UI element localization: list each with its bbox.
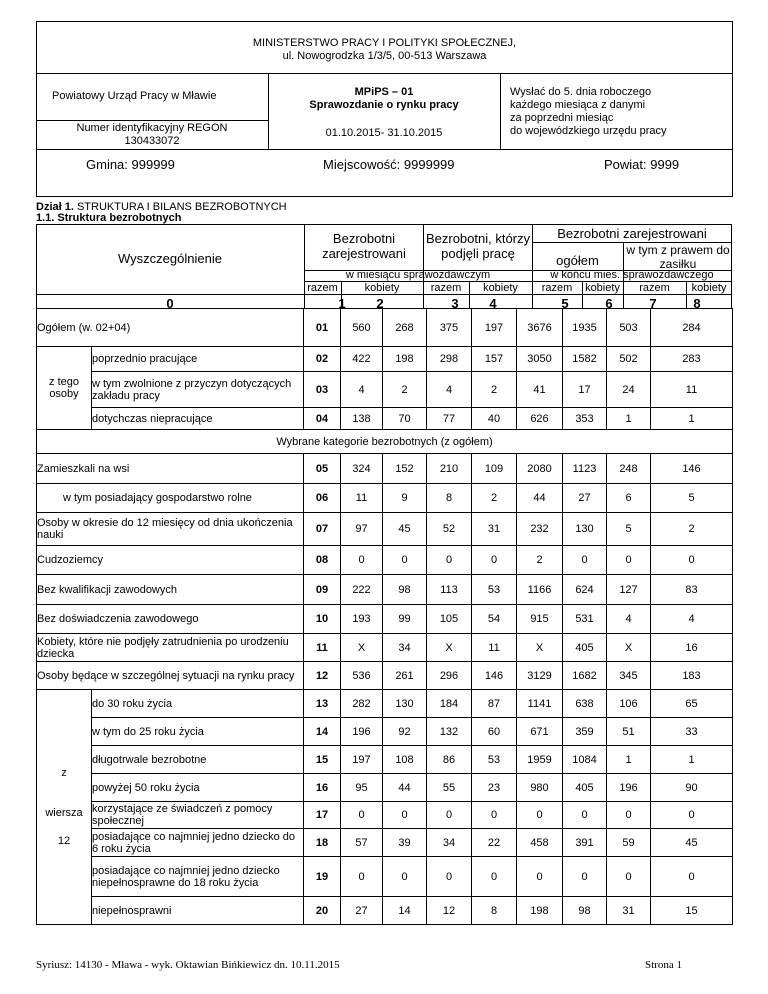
cell: 210 xyxy=(427,454,472,484)
cell: 1582 xyxy=(563,347,607,372)
cell: 0 xyxy=(341,546,383,575)
cell: 0 xyxy=(517,857,563,897)
cell: 14 xyxy=(383,897,427,925)
cell: 109 xyxy=(472,454,517,484)
end-month-header: w końcu mies. sprawozdawczego xyxy=(550,269,714,281)
sub-razem-3: razem xyxy=(430,282,462,294)
registered-end-header: Bezrobotni zarejestrowani xyxy=(557,226,707,241)
cell: 0 xyxy=(427,857,472,897)
cell: 531 xyxy=(563,605,607,634)
cell: 502 xyxy=(607,347,651,372)
row-label: Bez kwalifikacji zawodowych xyxy=(37,575,304,605)
cell: 282 xyxy=(341,690,383,718)
row-label: Osoby będące w szczególnej sytuacji na rynku pracy xyxy=(37,662,304,690)
row-label: do 30 roku życia xyxy=(92,690,304,718)
cell: 24 xyxy=(607,372,651,408)
row-number: 05 xyxy=(304,454,341,484)
cell: 59 xyxy=(607,829,651,857)
footer-info: Syriusz: 14130 - Mława - wyk. Oktawian Bińkiewicz dn. 10.11.2015 xyxy=(36,959,340,971)
cell: 197 xyxy=(472,309,517,347)
cell: 152 xyxy=(383,454,427,484)
row-number: 20 xyxy=(304,897,341,925)
cell: 284 xyxy=(651,309,733,347)
page-number: Strona 1 xyxy=(645,959,682,971)
cell: 0 xyxy=(607,546,651,575)
cell: 87 xyxy=(472,690,517,718)
cell: 0 xyxy=(607,857,651,897)
cell: 132 xyxy=(427,718,472,746)
table-row xyxy=(37,662,733,690)
cell: 1 xyxy=(651,746,733,774)
cell: 105 xyxy=(427,605,472,634)
cell: 23 xyxy=(472,774,517,802)
header-divider-top xyxy=(36,73,733,74)
table-row xyxy=(37,309,733,347)
row-number: 01 xyxy=(304,309,341,347)
row-label: Zamieszkali na wsi xyxy=(37,454,304,484)
cell: 1 xyxy=(607,746,651,774)
row-number: 11 xyxy=(304,634,341,662)
cell: 0 xyxy=(472,802,517,829)
cell: 146 xyxy=(651,454,733,484)
cell: 0 xyxy=(517,802,563,829)
ministry-name: MINISTERSTWO PRACY I POLITYKI SPOŁECZNEJ, xyxy=(252,37,517,49)
row-number: 07 xyxy=(304,513,341,546)
cell: 375 xyxy=(427,309,472,347)
cell: 51 xyxy=(607,718,651,746)
cell: 11 xyxy=(472,634,517,662)
cell: 1084 xyxy=(563,746,607,774)
row-label: Cudzoziemcy xyxy=(37,546,304,575)
cell: 0 xyxy=(563,546,607,575)
z-wiersza-line2: wiersza xyxy=(45,807,83,819)
cell: 34 xyxy=(383,634,427,662)
cell: 22 xyxy=(472,829,517,857)
took-job-header: Bezrobotni, którzy podjęli pracę xyxy=(425,231,531,261)
cell: 2 xyxy=(383,372,427,408)
table-row xyxy=(37,408,733,430)
cell: 198 xyxy=(517,897,563,925)
table-row xyxy=(37,484,733,513)
cell: 8 xyxy=(427,484,472,513)
table-row xyxy=(37,829,733,857)
cell: 27 xyxy=(341,897,383,925)
cell: 4 xyxy=(341,372,383,408)
cell: 157 xyxy=(472,347,517,372)
cell: 0 xyxy=(472,546,517,575)
row-number: 18 xyxy=(304,829,341,857)
row-number: 04 xyxy=(304,408,341,430)
cell: 1123 xyxy=(563,454,607,484)
row-number: 10 xyxy=(304,605,341,634)
cell: X xyxy=(607,634,651,662)
cell: 261 xyxy=(383,662,427,690)
cell: 222 xyxy=(341,575,383,605)
col-number-5: 5 xyxy=(561,296,569,311)
row-number: 15 xyxy=(304,746,341,774)
cell: 57 xyxy=(341,829,383,857)
cell: 86 xyxy=(427,746,472,774)
cell: 624 xyxy=(563,575,607,605)
cell: 560 xyxy=(341,309,383,347)
cell: 283 xyxy=(651,347,733,372)
cell: 638 xyxy=(563,690,607,718)
cell: 0 xyxy=(651,546,733,575)
cell: 17 xyxy=(563,372,607,408)
total-header: ogółem xyxy=(556,253,599,268)
cell: 1141 xyxy=(517,690,563,718)
row-label: Osoby w okresie do 12 miesięcy od dnia ukończenia nauki xyxy=(37,513,304,546)
header-divider-bottom xyxy=(36,149,733,150)
cell: 55 xyxy=(427,774,472,802)
cell: 3676 xyxy=(517,309,563,347)
cell: 0 xyxy=(341,802,383,829)
col-number-7: 7 xyxy=(649,296,657,311)
cell: X xyxy=(427,634,472,662)
cell: 1682 xyxy=(563,662,607,690)
table-row xyxy=(37,774,733,802)
cell: 298 xyxy=(427,347,472,372)
cell: 53 xyxy=(472,746,517,774)
cell: 4 xyxy=(607,605,651,634)
row-label: w tym zwolnione z przyczyn dotyczących zakładu pracy xyxy=(92,372,304,408)
cell: 193 xyxy=(341,605,383,634)
regon-value: 130433072 xyxy=(124,135,180,147)
z-wiersza-label xyxy=(37,690,92,925)
sub-razem-5: razem xyxy=(541,282,573,294)
cell: 0 xyxy=(427,802,472,829)
cell: 11 xyxy=(341,484,383,513)
row-label: niepełnosprawni xyxy=(92,897,304,925)
ministry-address: ul. Nowogrodzka 1/3/5, 00-513 Warszawa xyxy=(282,50,487,62)
cell: 34 xyxy=(427,829,472,857)
form-title: Sprawozdanie o rynku pracy xyxy=(309,99,459,111)
ministry-block xyxy=(36,37,733,63)
cell: 9 xyxy=(383,484,427,513)
cell: 324 xyxy=(341,454,383,484)
cell: X xyxy=(341,634,383,662)
cell: 98 xyxy=(383,575,427,605)
z-wiersza-line1: z xyxy=(61,767,67,779)
cell: 8 xyxy=(472,897,517,925)
in-month-header: w miesiącu sprawozdawczym xyxy=(345,269,491,281)
cell: 359 xyxy=(563,718,607,746)
cell: 97 xyxy=(341,513,383,546)
cell: 5 xyxy=(651,484,733,513)
cell: 53 xyxy=(472,575,517,605)
row-number: 12 xyxy=(304,662,341,690)
cell: 405 xyxy=(563,634,607,662)
cell: 1935 xyxy=(563,309,607,347)
cell: 138 xyxy=(341,408,383,430)
cell: 108 xyxy=(383,746,427,774)
cell: 130 xyxy=(563,513,607,546)
cell: 198 xyxy=(383,347,427,372)
cell: 44 xyxy=(517,484,563,513)
cell: 626 xyxy=(517,408,563,430)
cell: 1 xyxy=(607,408,651,430)
cell: 27 xyxy=(563,484,607,513)
section-title: Dział 1. STRUKTURA I BILANS BEZROBOTNYCH xyxy=(36,201,287,213)
cell: 83 xyxy=(651,575,733,605)
office-divider xyxy=(36,120,268,121)
cell: 915 xyxy=(517,605,563,634)
cell: 4 xyxy=(651,605,733,634)
cell: 0 xyxy=(472,857,517,897)
cell: 503 xyxy=(607,309,651,347)
cell: 5 xyxy=(607,513,651,546)
cell: 1959 xyxy=(517,746,563,774)
cell: 405 xyxy=(563,774,607,802)
cell: 65 xyxy=(651,690,733,718)
cell: 77 xyxy=(427,408,472,430)
sub-razem-7: razem xyxy=(639,282,670,294)
deadline-note: Wysłać do 5. dnia roboczego każdego miesiąca z danymi za poprzedni miesiąc do wojewódzkiego urzędu pracy xyxy=(510,86,667,137)
table-row xyxy=(37,746,733,774)
table-row xyxy=(37,605,733,634)
cell: 44 xyxy=(383,774,427,802)
row-number: 09 xyxy=(304,575,341,605)
table-row xyxy=(37,690,733,718)
table-row xyxy=(37,546,733,575)
cell: 196 xyxy=(341,718,383,746)
cell: 15 xyxy=(651,897,733,925)
cell: 113 xyxy=(427,575,472,605)
cell: 6 xyxy=(607,484,651,513)
cell: 70 xyxy=(383,408,427,430)
row-number: 19 xyxy=(304,857,341,897)
cell: 391 xyxy=(563,829,607,857)
row-label: Ogółem (w. 02+04) xyxy=(37,309,304,347)
cell: 3129 xyxy=(517,662,563,690)
row-label: Bez doświadczenia zawodowego xyxy=(37,605,304,634)
cell: 31 xyxy=(607,897,651,925)
table-row xyxy=(37,513,733,546)
cell: 33 xyxy=(651,718,733,746)
table-row xyxy=(37,802,733,829)
section-row xyxy=(37,430,733,454)
row-label: korzystające ze świadczeń z pomocy społecznej xyxy=(92,802,304,829)
cell: 106 xyxy=(607,690,651,718)
cell: 54 xyxy=(472,605,517,634)
cell: 60 xyxy=(472,718,517,746)
row-label: Kobiety, które nie podjęły zatrudnienia po urodzeniu dziecka xyxy=(37,634,304,662)
gmina-field: Gmina: 999999 xyxy=(86,157,175,172)
form-code: MPiPS – 01 xyxy=(354,86,414,98)
cell: 422 xyxy=(341,347,383,372)
row-number: 03 xyxy=(304,372,341,408)
cell: 232 xyxy=(517,513,563,546)
powiat-field: Powiat: 9999 xyxy=(604,157,680,172)
header-vline-2 xyxy=(500,73,501,149)
row-number: 02 xyxy=(304,347,341,372)
cell: 45 xyxy=(651,829,733,857)
cell: 0 xyxy=(607,802,651,829)
cell: 2 xyxy=(651,513,733,546)
office-name: Powiatowy Urząd Pracy w Mławie xyxy=(52,90,217,102)
cell: 2080 xyxy=(517,454,563,484)
cell: 0 xyxy=(651,802,733,829)
subsection-title: 1.1. Struktura bezrobotnych xyxy=(36,212,182,224)
miejscowosc-field: Miejscowość: 9999999 xyxy=(323,157,455,172)
cell: 98 xyxy=(563,897,607,925)
cell: 11 xyxy=(651,372,733,408)
row-label: posiadające co najmniej jedno dziecko niepełnosprawne do 18 roku życia xyxy=(92,857,304,897)
col-number-4: 4 xyxy=(489,296,497,311)
cell: 458 xyxy=(517,829,563,857)
cell: 0 xyxy=(341,857,383,897)
cell: 52 xyxy=(427,513,472,546)
cell: 980 xyxy=(517,774,563,802)
regon-block xyxy=(36,122,268,148)
cell: 184 xyxy=(427,690,472,718)
row-label: w tym posiadający gospodarstwo rolne xyxy=(37,484,304,513)
cell: 40 xyxy=(472,408,517,430)
row-label: długotrwale bezrobotne xyxy=(92,746,304,774)
cell: 0 xyxy=(563,857,607,897)
cell: 95 xyxy=(341,774,383,802)
row-label: posiadające co najmniej jedno dziecko do 6 roku życia xyxy=(92,829,304,857)
cell: 248 xyxy=(607,454,651,484)
row-label: w tym do 25 roku życia xyxy=(92,718,304,746)
cell: 0 xyxy=(427,546,472,575)
cell: 41 xyxy=(517,372,563,408)
z-tego-label: z tego osoby xyxy=(37,347,92,430)
cell: 45 xyxy=(383,513,427,546)
row-label: powyżej 50 roku życia xyxy=(92,774,304,802)
cell: 12 xyxy=(427,897,472,925)
cell: 39 xyxy=(383,829,427,857)
reporting-period: 01.10.2015- 31.10.2015 xyxy=(325,127,443,139)
cell: 0 xyxy=(563,802,607,829)
col-number-2: 2 xyxy=(376,296,384,311)
cell: X xyxy=(517,634,563,662)
row-label: poprzednio pracujące xyxy=(92,347,304,372)
with-benefit-header: w tym z prawem do zasiłku xyxy=(626,243,730,271)
cell: 183 xyxy=(651,662,733,690)
regon-label: Numer identyfikacyjny REGON xyxy=(76,122,228,134)
col-number-8: 8 xyxy=(693,296,701,311)
cell: 1166 xyxy=(517,575,563,605)
cell: 16 xyxy=(651,634,733,662)
cell: 2 xyxy=(517,546,563,575)
table-row xyxy=(37,347,733,372)
registered-header: Bezrobotni zarejestrowani xyxy=(322,231,406,261)
structure-table xyxy=(36,308,733,925)
sub-razem-1: razem xyxy=(307,282,338,294)
cell: 2 xyxy=(472,484,517,513)
cell: 536 xyxy=(341,662,383,690)
table-row xyxy=(37,897,733,925)
col-number-6: 6 xyxy=(605,296,613,311)
sub-kobiety-2: kobiety xyxy=(364,282,400,294)
row-label: dotychczas niepracujące xyxy=(92,408,304,430)
spec-header: Wyszczególnienie xyxy=(118,251,222,266)
cell: 3050 xyxy=(517,347,563,372)
header-vl-spec xyxy=(304,224,305,309)
col-number-1: 1 xyxy=(338,296,346,311)
table-row xyxy=(37,372,733,408)
cell: 1 xyxy=(651,408,733,430)
cell: 90 xyxy=(651,774,733,802)
cell: 0 xyxy=(383,546,427,575)
col-number-3: 3 xyxy=(451,296,459,311)
sub-kobiety-4: kobiety xyxy=(483,282,518,294)
row-number: 14 xyxy=(304,718,341,746)
row-number: 08 xyxy=(304,546,341,575)
cell: 197 xyxy=(341,746,383,774)
table-row xyxy=(37,634,733,662)
table-row xyxy=(37,575,733,605)
cell: 268 xyxy=(383,309,427,347)
cell: 4 xyxy=(427,372,472,408)
cell: 99 xyxy=(383,605,427,634)
cell: 92 xyxy=(383,718,427,746)
row-number: 13 xyxy=(304,690,341,718)
sub-kobiety-6: kobiety xyxy=(585,282,620,294)
sub-kobiety-8: kobiety xyxy=(691,282,727,294)
table-row xyxy=(37,454,733,484)
cell: 345 xyxy=(607,662,651,690)
row-number: 17 xyxy=(304,802,341,829)
cell: 127 xyxy=(607,575,651,605)
cell: 0 xyxy=(651,857,733,897)
cell: 671 xyxy=(517,718,563,746)
z-wiersza-line3: 12 xyxy=(57,835,71,847)
cell: 196 xyxy=(607,774,651,802)
cell: 296 xyxy=(427,662,472,690)
cell: 146 xyxy=(472,662,517,690)
col-number-0: 0 xyxy=(166,296,174,311)
cell: 0 xyxy=(383,802,427,829)
cell: 31 xyxy=(472,513,517,546)
cell: 2 xyxy=(472,372,517,408)
row-number: 16 xyxy=(304,774,341,802)
table-row xyxy=(37,857,733,897)
cell: 0 xyxy=(383,857,427,897)
form-id-block xyxy=(268,86,500,112)
row-number: 06 xyxy=(304,484,341,513)
table-row xyxy=(37,718,733,746)
cell: 353 xyxy=(563,408,607,430)
cell: 130 xyxy=(383,690,427,718)
selected-categories-title: Wybrane kategorie bezrobotnych (z ogółem) xyxy=(37,430,733,454)
